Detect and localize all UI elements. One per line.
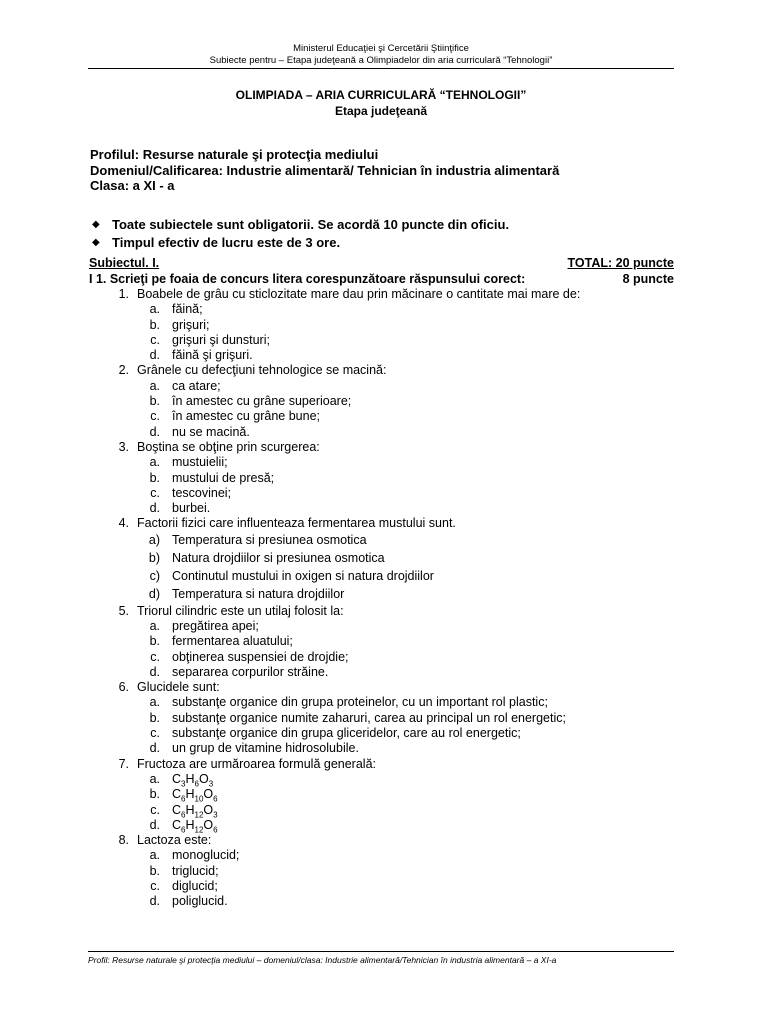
- chemical-formula: [172, 787, 218, 802]
- formula-element: H: [185, 787, 195, 802]
- option-text: substanţe organice din grupa gliceridelor, care au rol energetic;: [172, 726, 521, 741]
- formula-subscript: 6: [213, 825, 218, 835]
- question-5: [88, 604, 674, 680]
- answer-option: [88, 634, 674, 649]
- answer-option: [88, 394, 674, 409]
- title-line-1: OLIMPIADA – ARIA CURRICULARĂ “TEHNOLOGII”: [235, 88, 527, 102]
- formula-subscript: 6: [194, 779, 199, 789]
- question-stem: [88, 604, 674, 619]
- question-number: 1.: [118, 287, 129, 301]
- answer-option: [88, 501, 674, 516]
- option-letter: d.: [149, 424, 160, 439]
- exam-page: [88, 0, 674, 1024]
- option-text: diglucid;: [172, 878, 218, 893]
- question-text: Glucidele sunt:: [137, 680, 220, 695]
- option-letter: b.: [149, 394, 160, 409]
- answer-option: [88, 409, 674, 424]
- option-text: triglucid;: [172, 863, 219, 878]
- formula-element: O: [198, 771, 209, 786]
- answer-option: [88, 586, 674, 604]
- option-text: substanţe organice numite zaharuri, carea au principal un rol energetic;: [172, 710, 566, 725]
- option-letter: b.: [149, 787, 160, 802]
- option-text: separarea corpurilor străine.: [172, 664, 329, 679]
- document-title: [88, 87, 674, 119]
- option-letter: c.: [150, 802, 160, 817]
- option-text: în amestec cu grâne superioare;: [172, 394, 352, 409]
- option-text: mustului de presă;: [172, 470, 275, 485]
- question-text: Factorii fizici care influenteaza fermentarea mustului sunt.: [137, 516, 456, 531]
- chemical-formula: [172, 803, 218, 818]
- formula-element: O: [203, 787, 214, 802]
- option-letter: d): [148, 586, 160, 601]
- option-letter: a.: [149, 378, 160, 393]
- option-text: făină şi grişuri.: [172, 348, 253, 363]
- formula-subscript: 6: [181, 794, 186, 804]
- formula-element: C: [172, 817, 182, 832]
- formula-subscript: 10: [194, 794, 204, 804]
- question-stem: [88, 516, 674, 532]
- answer-option: [88, 486, 674, 501]
- answer-option: [88, 550, 674, 568]
- answer-option: [88, 818, 674, 833]
- section-title-row: [89, 255, 674, 271]
- formula-element: H: [185, 771, 195, 786]
- answer-option: [88, 348, 674, 363]
- option-letter: a): [148, 533, 160, 548]
- option-text: Natura drojdiilor si presiunea osmotica: [172, 551, 385, 566]
- answer-option: [88, 471, 674, 486]
- question-text: Fructoza are urmăroarea formulă generală:: [137, 756, 377, 771]
- chemical-formula: [172, 772, 213, 787]
- option-letter: c.: [150, 878, 160, 893]
- option-text: Temperatura si presiunea osmotica: [172, 533, 367, 548]
- option-letter: d.: [149, 664, 160, 679]
- formula-subscript: 3: [181, 779, 186, 789]
- option-text: mustuielii;: [172, 455, 228, 470]
- question-text: Boştina se obţine prin scurgerea:: [137, 439, 320, 454]
- question-stem: [88, 833, 674, 848]
- option-letter: a.: [149, 771, 160, 786]
- section-total: TOTAL: 20 puncte: [567, 256, 674, 270]
- option-letter: a.: [149, 618, 160, 633]
- option-letter: a.: [149, 302, 160, 317]
- page-footer: Profil: Resurse naturale şi protecţia mediului – domeniul/clasa: Industrie alimentară/Tehnician în industria alimentară – a XI-a: [88, 955, 557, 965]
- question-stem: [88, 440, 674, 455]
- option-letter: c): [149, 569, 160, 584]
- question-stem: [88, 680, 674, 695]
- page-header: [88, 43, 674, 67]
- formula-subscript: 12: [194, 810, 204, 819]
- option-letter: c.: [150, 649, 160, 664]
- answer-option: [88, 425, 674, 440]
- option-letter: b.: [149, 470, 160, 485]
- option-letter: c.: [150, 409, 160, 424]
- answer-option: [88, 741, 674, 756]
- question-stem: [88, 287, 674, 302]
- option-text: monoglucid;: [172, 848, 240, 863]
- answer-option: [88, 568, 674, 586]
- question-number: 4.: [118, 516, 129, 531]
- rule-item: [92, 215, 509, 233]
- option-text: burbei.: [172, 501, 211, 516]
- question-number: 3.: [118, 439, 129, 454]
- option-text: poliglucid.: [172, 894, 228, 909]
- option-text: Continutul mustului in oxigen si natura drojdiilor: [172, 569, 434, 584]
- header-rule: [88, 68, 674, 69]
- question-2: [88, 363, 674, 439]
- title-line-2: Etapa judeţeană: [334, 104, 428, 118]
- question-4: [88, 516, 674, 603]
- question-text: Triorul cilindric este un utilaj folosit la:: [137, 603, 344, 618]
- option-text: nu se macină.: [172, 424, 250, 439]
- answer-option: [88, 894, 674, 909]
- header-ministry: Ministerul Educaţiei şi Cercetării Ştiinţifice: [293, 43, 469, 54]
- answer-option: [88, 379, 674, 394]
- question-6: [88, 680, 674, 756]
- question-list: [88, 287, 674, 910]
- option-letter: a.: [149, 848, 160, 863]
- task-instruction: I 1. Scrieţi pe foaia de concurs litera corespunzătoare răspunsului corect:: [89, 272, 526, 286]
- answer-option: [88, 302, 674, 317]
- footer-rule: [88, 951, 674, 952]
- option-text: grişuri şi dunsturi;: [172, 332, 270, 347]
- question-number: 2.: [118, 363, 129, 378]
- option-text: substanţe organice din grupa proteinelor, cu un important rol plastic;: [172, 695, 548, 710]
- diamond-bullet-icon: ◆: [92, 218, 100, 230]
- question-number: 5.: [118, 603, 129, 618]
- option-letter: a.: [149, 455, 160, 470]
- answer-option: [88, 455, 674, 470]
- question-7: [88, 757, 674, 833]
- answer-option: [88, 772, 674, 787]
- question-8: [88, 833, 674, 909]
- formula-element: O: [203, 817, 214, 832]
- rule-text: Toate subiectele sunt obligatorii. Se acordă 10 puncte din oficiu.: [112, 216, 510, 232]
- answer-option: [88, 318, 674, 333]
- profile-block: [90, 147, 559, 194]
- answer-option: [88, 619, 674, 634]
- option-text: făină;: [172, 302, 203, 317]
- formula-element: H: [185, 802, 195, 817]
- option-letter: c.: [150, 485, 160, 500]
- answer-option: [88, 879, 674, 894]
- formula-subscript: 6: [181, 825, 186, 835]
- answer-option: [88, 333, 674, 348]
- question-number: 6.: [118, 680, 129, 695]
- option-letter: c.: [150, 726, 160, 741]
- header-subtitle: Subiecte pentru – Etapa judeţeană a Olimpiadelor din aria curriculară “Tehnologii”: [209, 55, 553, 66]
- task-points: 8 puncte: [622, 272, 674, 286]
- answer-option: [88, 650, 674, 665]
- option-letter: c.: [150, 332, 160, 347]
- question-number: 7.: [118, 756, 129, 771]
- option-letter: b.: [149, 634, 160, 649]
- formula-subscript: 3: [208, 779, 214, 789]
- task-row: [89, 271, 674, 287]
- option-text: ca atare;: [172, 378, 221, 393]
- option-text: un grup de vitamine hidrosolubile.: [172, 741, 359, 756]
- option-letter: b.: [149, 863, 160, 878]
- rules-list: [92, 215, 509, 251]
- question-number: 8.: [118, 833, 129, 848]
- question-text: Boabele de grâu cu sticlozitate mare dau prin măcinare o cantitate mai mare de:: [137, 287, 581, 301]
- rule-item: [92, 233, 509, 251]
- option-letter: b.: [149, 317, 160, 332]
- section-header: [89, 255, 674, 287]
- formula-element: C: [172, 771, 182, 786]
- formula-subscript: 6: [181, 810, 186, 819]
- answer-option: [88, 803, 674, 818]
- answer-option: [88, 711, 674, 726]
- option-letter: d.: [149, 741, 160, 756]
- diamond-bullet-icon: ◆: [92, 236, 100, 248]
- option-text: în amestec cu grâne bune;: [172, 409, 321, 424]
- option-text: pregătirea apei;: [172, 618, 259, 633]
- option-letter: d.: [149, 501, 160, 516]
- formula-element: H: [185, 817, 195, 832]
- option-text: Temperatura si natura drojdiilor: [172, 586, 345, 601]
- option-text: obţinerea suspensiei de drojdie;: [172, 649, 349, 664]
- answer-option: [88, 695, 674, 710]
- domain-line: Domeniul/Calificarea: Industrie alimentară/ Tehnician în industria alimentară: [90, 162, 560, 178]
- formula-subscript: 12: [194, 825, 204, 835]
- question-1: [88, 287, 674, 363]
- formula-element: C: [172, 802, 182, 817]
- option-letter: d.: [149, 348, 160, 363]
- answer-option: [88, 864, 674, 879]
- formula-subscript: 3: [213, 810, 218, 819]
- answer-option: [88, 787, 674, 802]
- chemical-formula: [172, 818, 218, 833]
- option-text: fermentarea aluatului;: [172, 634, 293, 649]
- option-text: tescovinei;: [172, 485, 232, 500]
- question-3: [88, 440, 674, 516]
- question-stem: [88, 757, 674, 772]
- answer-option: [88, 726, 674, 741]
- section-name: Subiectul. I.: [89, 256, 160, 270]
- option-text: grişuri;: [172, 317, 210, 332]
- formula-element: C: [172, 787, 182, 802]
- formula-subscript: 6: [213, 794, 218, 804]
- question-stem: [88, 363, 674, 378]
- profile-line: Profilul: Resurse naturale şi protecţia mediului: [90, 147, 379, 162]
- question-text: Lactoza este:: [137, 833, 212, 848]
- answer-option: [88, 532, 674, 550]
- formula-element: O: [203, 802, 214, 817]
- option-letter: b.: [149, 710, 160, 725]
- rule-text: Timpul efectiv de lucru este de 3 ore.: [112, 234, 341, 250]
- option-letter: d.: [149, 817, 160, 832]
- option-letter: a.: [149, 695, 160, 710]
- question-text: Grânele cu defecţiuni tehnologice se macină:: [137, 363, 387, 378]
- option-letter: d.: [149, 894, 160, 909]
- answer-option: [88, 848, 674, 863]
- option-letter: b): [148, 551, 160, 566]
- answer-option: [88, 665, 674, 680]
- class-line: Clasa: a XI - a: [90, 178, 175, 193]
